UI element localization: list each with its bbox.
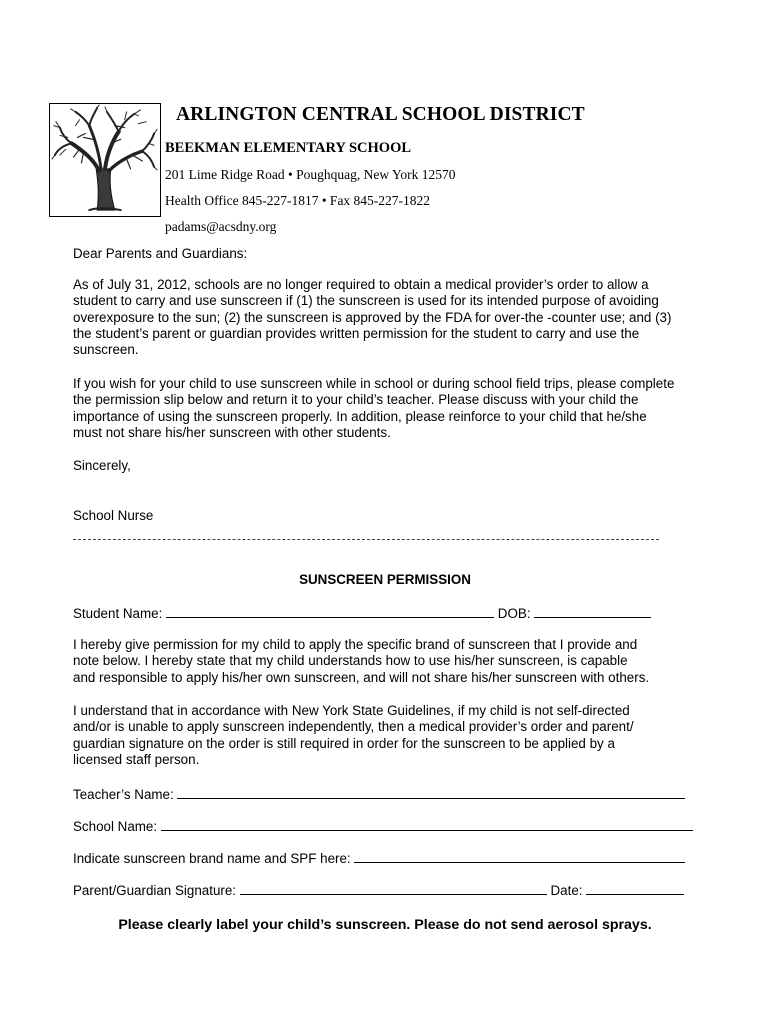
dob-label: DOB:	[497, 606, 531, 621]
paragraph-line: I hereby give permission for my child to apply the specific brand of sunscreen that I provide and	[73, 637, 638, 652]
cut-line-divider	[73, 539, 659, 540]
district-name: ARLINGTON CENTRAL SCHOOL DISTRICT	[176, 104, 585, 125]
policy-paragraph	[73, 277, 713, 358]
teacher-row	[73, 786, 685, 802]
dob-field[interactable]	[534, 605, 651, 618]
paragraph-line: licensed staff person.	[73, 751, 200, 767]
date-field[interactable]	[586, 882, 684, 895]
brand-label: Indicate sunscreen brand name and SPF here:	[73, 851, 351, 866]
paragraph-line: I understand that in accordance with New York State Guidelines, if my child is not self-directed	[73, 703, 630, 718]
paragraph-line: the student’s parent or guardian provides written permission for the student to carry and use the	[73, 325, 640, 341]
school-name: BEEKMAN ELEMENTARY SCHOOL	[165, 140, 412, 156]
paragraph-line: overexposure to the sun; (2) the sunscreen is approved by the FDA for over-the -counter use; and (3)	[73, 309, 672, 325]
instructions-paragraph	[73, 376, 713, 441]
paragraph-line: importance of using the sunscreen properly. In addition, please reinforce to your child that he/she	[73, 408, 647, 424]
contact-email: padams@acsdny.org	[165, 219, 277, 234]
tree-logo-icon	[50, 104, 160, 216]
district-logo	[49, 103, 161, 217]
paragraph-line: note below. I hereby state that my child understands how to use his/her sunscreen, is capable	[73, 653, 628, 669]
signer: School Nurse	[73, 508, 154, 523]
teacher-name-label: Teacher’s Name:	[73, 787, 174, 802]
closing: Sincerely,	[73, 458, 131, 473]
paragraph-line: the permission slip below and return it to your child’s teacher. Please discuss with your child the	[73, 392, 639, 408]
signature-label: Parent/Guardian Signature:	[73, 883, 237, 898]
signature-row	[73, 882, 684, 898]
student-name-field[interactable]	[166, 605, 494, 618]
brand-spf-field[interactable]	[354, 850, 685, 863]
school-address: 201 Lime Ridge Road • Poughquag, New York 12570	[165, 167, 456, 182]
paragraph-line: If you wish for your child to use sunscreen while in school or during school field trips, please complete	[73, 376, 675, 391]
paragraph-line: guardian signature on the order is still required in order for the sunscreen to be applied by a	[73, 735, 615, 751]
student-row	[73, 605, 651, 621]
slip-title: SUNSCREEN PERMISSION	[299, 572, 471, 587]
paragraph-line: and responsible to apply his/her own sunscreen, and will not share his/her sunscreen with others.	[73, 669, 650, 685]
guidelines-paragraph	[73, 703, 713, 768]
paragraph-line: and/or is unable to apply sunscreen independently, then a medical provider’s order and parent/	[73, 719, 634, 735]
student-name-label: Student Name:	[73, 606, 163, 621]
paragraph-line: student to carry and use sunscreen if (1) the sunscreen is used for its intended purpose of avoiding	[73, 293, 659, 309]
date-label: Date:	[550, 883, 583, 898]
school-name-label: School Name:	[73, 819, 158, 834]
signature-field[interactable]	[240, 882, 547, 895]
teacher-name-field[interactable]	[177, 786, 685, 799]
brand-row	[73, 850, 685, 866]
school-name-field[interactable]	[161, 818, 693, 831]
school-row	[73, 818, 693, 834]
health-office-contact: Health Office 845-227-1817 • Fax 845-227-1822	[165, 193, 431, 208]
paragraph-line: must not share his/her sunscreen with other students.	[73, 424, 391, 440]
greeting: Dear Parents and Guardians:	[73, 246, 248, 261]
paragraph-line: sunscreen.	[73, 342, 139, 358]
footer-note: Please clearly label your child’s sunscreen. Please do not send aerosol sprays.	[118, 917, 652, 933]
paragraph-line: As of July 31, 2012, schools are no longer required to obtain a medical provider’s order to allow a	[73, 277, 649, 292]
permission-paragraph	[73, 637, 713, 686]
